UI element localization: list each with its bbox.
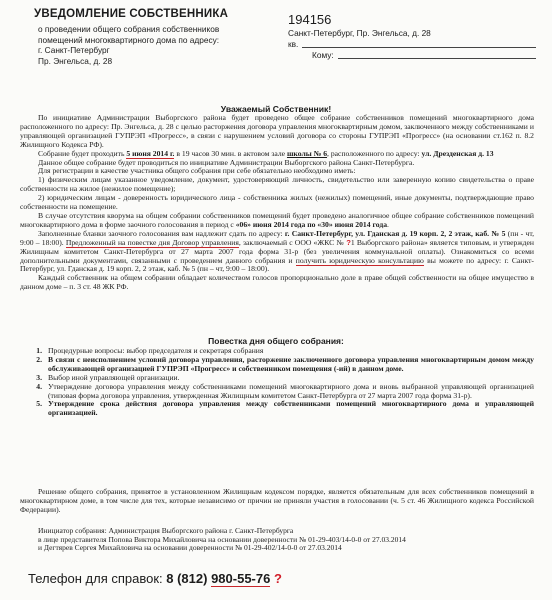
agenda-item: 4. Утверждение договора управления между собственниками помещений многоквартирного дома и вновь выбранной управляющей организацией (типовая форма договора управления, утвержденная Жилищным комитетом Санкт-Петербурга от 27 марта 2007 года форма 31-р). <box>36 381 534 400</box>
meeting-date: 5 июня 2014 г. <box>126 148 175 158</box>
recipient-address-box <box>288 12 536 61</box>
subtitle-line: Пр. Энгельса, д. 28 <box>38 55 113 66</box>
paragraph-individuals: 1) физическим лицам указанное уведомление, документ, удостоверяющий личность, свидетельство или заверенную копию свидетельства о праве собственности на жилое (нежилое помещение); <box>20 175 534 194</box>
recipient-line: Кому: <box>312 50 536 61</box>
agenda-item: 3. Выбор иной управляющей организации. <box>36 372 180 382</box>
meeting-address: ул. Дрезденская д. 13 <box>421 148 494 158</box>
notice-body <box>20 114 534 292</box>
subtitle-line: помещений многоквартирного дома по адресу: <box>38 34 220 45</box>
initiator-block <box>20 527 534 553</box>
notice-subtitle <box>38 24 219 66</box>
question-mark-annotation: ? <box>273 571 282 586</box>
greeting: Уважаемый Собственник! <box>220 104 332 114</box>
legal-consultation: получить юридическую консультацию <box>295 255 424 265</box>
initiator-line: и Дегтярев Сергея Михайловича на основании доверенности № 01-29-402/14-0-0 от 27.03.2014 <box>38 543 342 553</box>
phone-label: Телефон для справок: <box>28 571 167 586</box>
question-mark-annotation: ? <box>346 237 351 247</box>
initiator-line: в лице представителя Попова Виктора Михайловича на основании доверенности № 01-29-403/14-0-0 от 27.03.2014 <box>38 534 406 544</box>
notice-title: УВЕДОМЛЕНИЕ СОБСТВЕННИКА <box>34 8 229 20</box>
agenda-item: 2. В связи с неисполнением условий договора управления, расторжение заключенного договора управления многоквартирным домом между обслуживающей организацией ГУПРЭП «Прогресс» и собственником помещения (-ий) в данном доме. <box>36 354 534 373</box>
agenda-title: Повестка дня общего собрания: <box>208 336 344 346</box>
paragraph-ballots: Заполненные бланки заочного голосования вам надлежит сдать по адресу: г. Санкт-Петербург, ул. Гданская д. 19 корп. 2, 2 этаж, каб. № 5 (пн - чт, 9:00 – 18:00). Предложенный на повестке дня Договор управления, заключаемый с ООО «ЖКС № ?1 Выборгского района» является типовым, и утвержден Жилищным комитетом Санкт-Петербурга от 27 марта 2007 года форма 31-р (без увеличения коммунальной оплаты). Ознакомиться со всеми дополнительными документами, связанными с проведением данного собрания и получить юридическую консультацию вы можете по адресу: г. Санкт-Петербург, ул. Гданская д. 19 корп. 2, 2 этаж, каб. № 5 (пн – чт, 9:00 – 18:00). <box>20 228 535 274</box>
agenda-item: 1. Процедурные вопросы: выбор председателя и секретаря собрания <box>36 346 264 355</box>
subtitle-line: о проведении общего собрания собственников <box>38 24 220 34</box>
postal-code: 194156 <box>288 12 332 27</box>
voting-period: «06» июня 2014 года по «30» июня 2014 года <box>235 219 388 229</box>
decision-note <box>20 488 534 515</box>
proposed-contract: Предложенный на повестке дня Договор управления <box>65 237 239 247</box>
agenda-list <box>20 347 534 418</box>
initiator-line: Инициатор собрания: Администрация Выборгского района г. Санкт-Петербурга <box>38 526 294 535</box>
paragraph-legal-entities: 2) юридическим лицам - доверенность юридического лица - собственника жилых (нежилых) помещений, иные документы, подтверждающие право собственности на помещение. <box>20 193 534 212</box>
paragraph-initiative: Данное общее собрание будет проводиться по инициативе Администрации Выборгского района Санкт-Петербурга. <box>38 157 415 167</box>
paragraph-purpose: По инициативе Администрации Выборгского района будет проведено общее собрание собственников помещений многоквартирного дома расположенного по адресу: Пр. Энгельса, д. 28 с целью расторжения договора управления многоквартирным домом, заключенного между собственниками и управляющей организацией ГУПРЭП «Прогресс», в связи с нарушением условий договора со стороны ГУПРЭП «Прогресс» (на основании ст.162 п. 8.2 Жилищного Кодекса РФ). <box>20 113 534 149</box>
address-line: Санкт-Петербург, Пр. Энгельса, д. 28 <box>288 28 431 38</box>
apartment-line: кв. <box>288 39 536 50</box>
meeting-place: школы № 6 <box>286 148 328 158</box>
agenda-item: 5. Утверждение срока действия договора управления между собственниками помещений многоквартирного дома и управляющей организацией. <box>36 399 534 418</box>
paragraph-registration: Для регистрации в качестве участника общего собрания при себе обязательно необходимо иметь: <box>38 166 356 176</box>
phone-number: 980-55-76 <box>211 571 271 586</box>
decision-paragraph: Решение общего собрания, принятое в установленном Жилищным кодексом порядке, является обязательным для всех собственников помещений в многоквартирном доме, в том числе для тех, которые независимо от причин не приняли участия в голосовании (ч. 5 ст. 46 Жилищного кодекса Российской Федерации). <box>20 487 534 514</box>
contact-phone: Телефон для справок: 8 (812) 980-55-76 ? <box>28 571 282 586</box>
paragraph-meeting-time: Собрание будет проходить 5 июня 2014 г. в 19 часов 30 мин. в актовом зале школы № 6, расположенного по адресу: ул. Дрезденская д. 13 <box>38 148 494 158</box>
paragraph-votes: Каждый собственник на общем собрании обладает количеством голосов пропорционально доле в праве общей собственности на общее имущество в данном доме – п. 3 ст. 48 ЖК РФ. <box>20 273 534 292</box>
subtitle-line: г. Санкт-Петербург <box>38 45 110 55</box>
paragraph-quorum: В случае отсутствия кворума на общем собрании собственников помещений будет проведено аналогичное общее собрание собственников помещений многоквартирного дома в форме заочного голосования в период с «06» июня 2014 года по «30» июня 2014 года. <box>20 210 534 229</box>
